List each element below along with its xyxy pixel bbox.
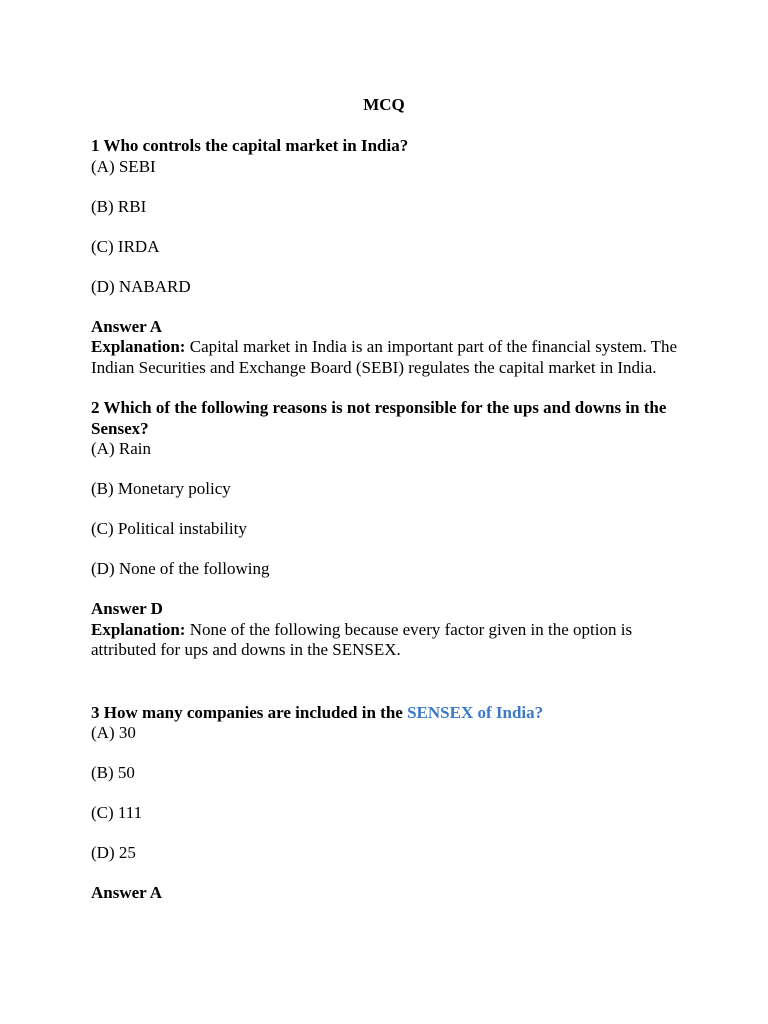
question-block-2 — [91, 398, 681, 661]
question-2-answer: Answer D — [91, 599, 163, 618]
question-3-text-main: 3 How many companies are included in the — [91, 702, 408, 722]
question-1-option-a: (A) SEBI — [91, 156, 156, 176]
question-1-answer: Answer A — [91, 316, 162, 336]
question-1-option-b: (B) RBI — [91, 196, 147, 216]
question-2-option-b: (B) Monetary policy — [91, 479, 231, 498]
question-2-option-d: (D) None of the following — [91, 559, 270, 578]
explanation-label: Explanation: — [91, 619, 186, 639]
question-2-explanation — [91, 620, 681, 661]
question-2-option-a: (A) Rain — [91, 439, 151, 458]
question-2-option-c: (C) Political instability — [91, 519, 247, 538]
question-2-text: 2 Which of the following reasons is not responsible for the ups and downs in the Sensex? — [91, 398, 667, 438]
question-1-explanation — [91, 337, 681, 378]
question-block-3 — [91, 703, 681, 904]
explanation-label: Explanation: — [91, 337, 186, 356]
question-block-1 — [91, 136, 681, 378]
page-title: MCQ — [363, 95, 405, 114]
question-1-text: 1 Who controls the capital market in India? — [91, 136, 409, 155]
explanation-text: Capital market in India is an important part of the financial system. The Indian Securities and Exchange Board (SEBI) regulates the capital market in India. — [91, 337, 678, 377]
question-3-option-c: (C) 111 — [91, 803, 143, 822]
question-3-option-d: (D) 25 — [91, 843, 136, 862]
question-1-option-c: (C) IRDA — [91, 236, 160, 256]
question-1-option-d: (D) NABARD — [91, 276, 191, 296]
question-3-option-b: (B) 50 — [91, 763, 135, 782]
question-3-text — [91, 703, 681, 724]
explanation-text: None of the following because every factor given in the option is attributed for ups and downs in the SENSEX. — [91, 619, 633, 659]
question-3-answer: Answer A — [91, 883, 162, 902]
document-content — [91, 136, 681, 904]
question-3-option-a: (A) 30 — [91, 723, 136, 742]
sensex-link[interactable]: SENSEX of India? — [407, 702, 544, 722]
